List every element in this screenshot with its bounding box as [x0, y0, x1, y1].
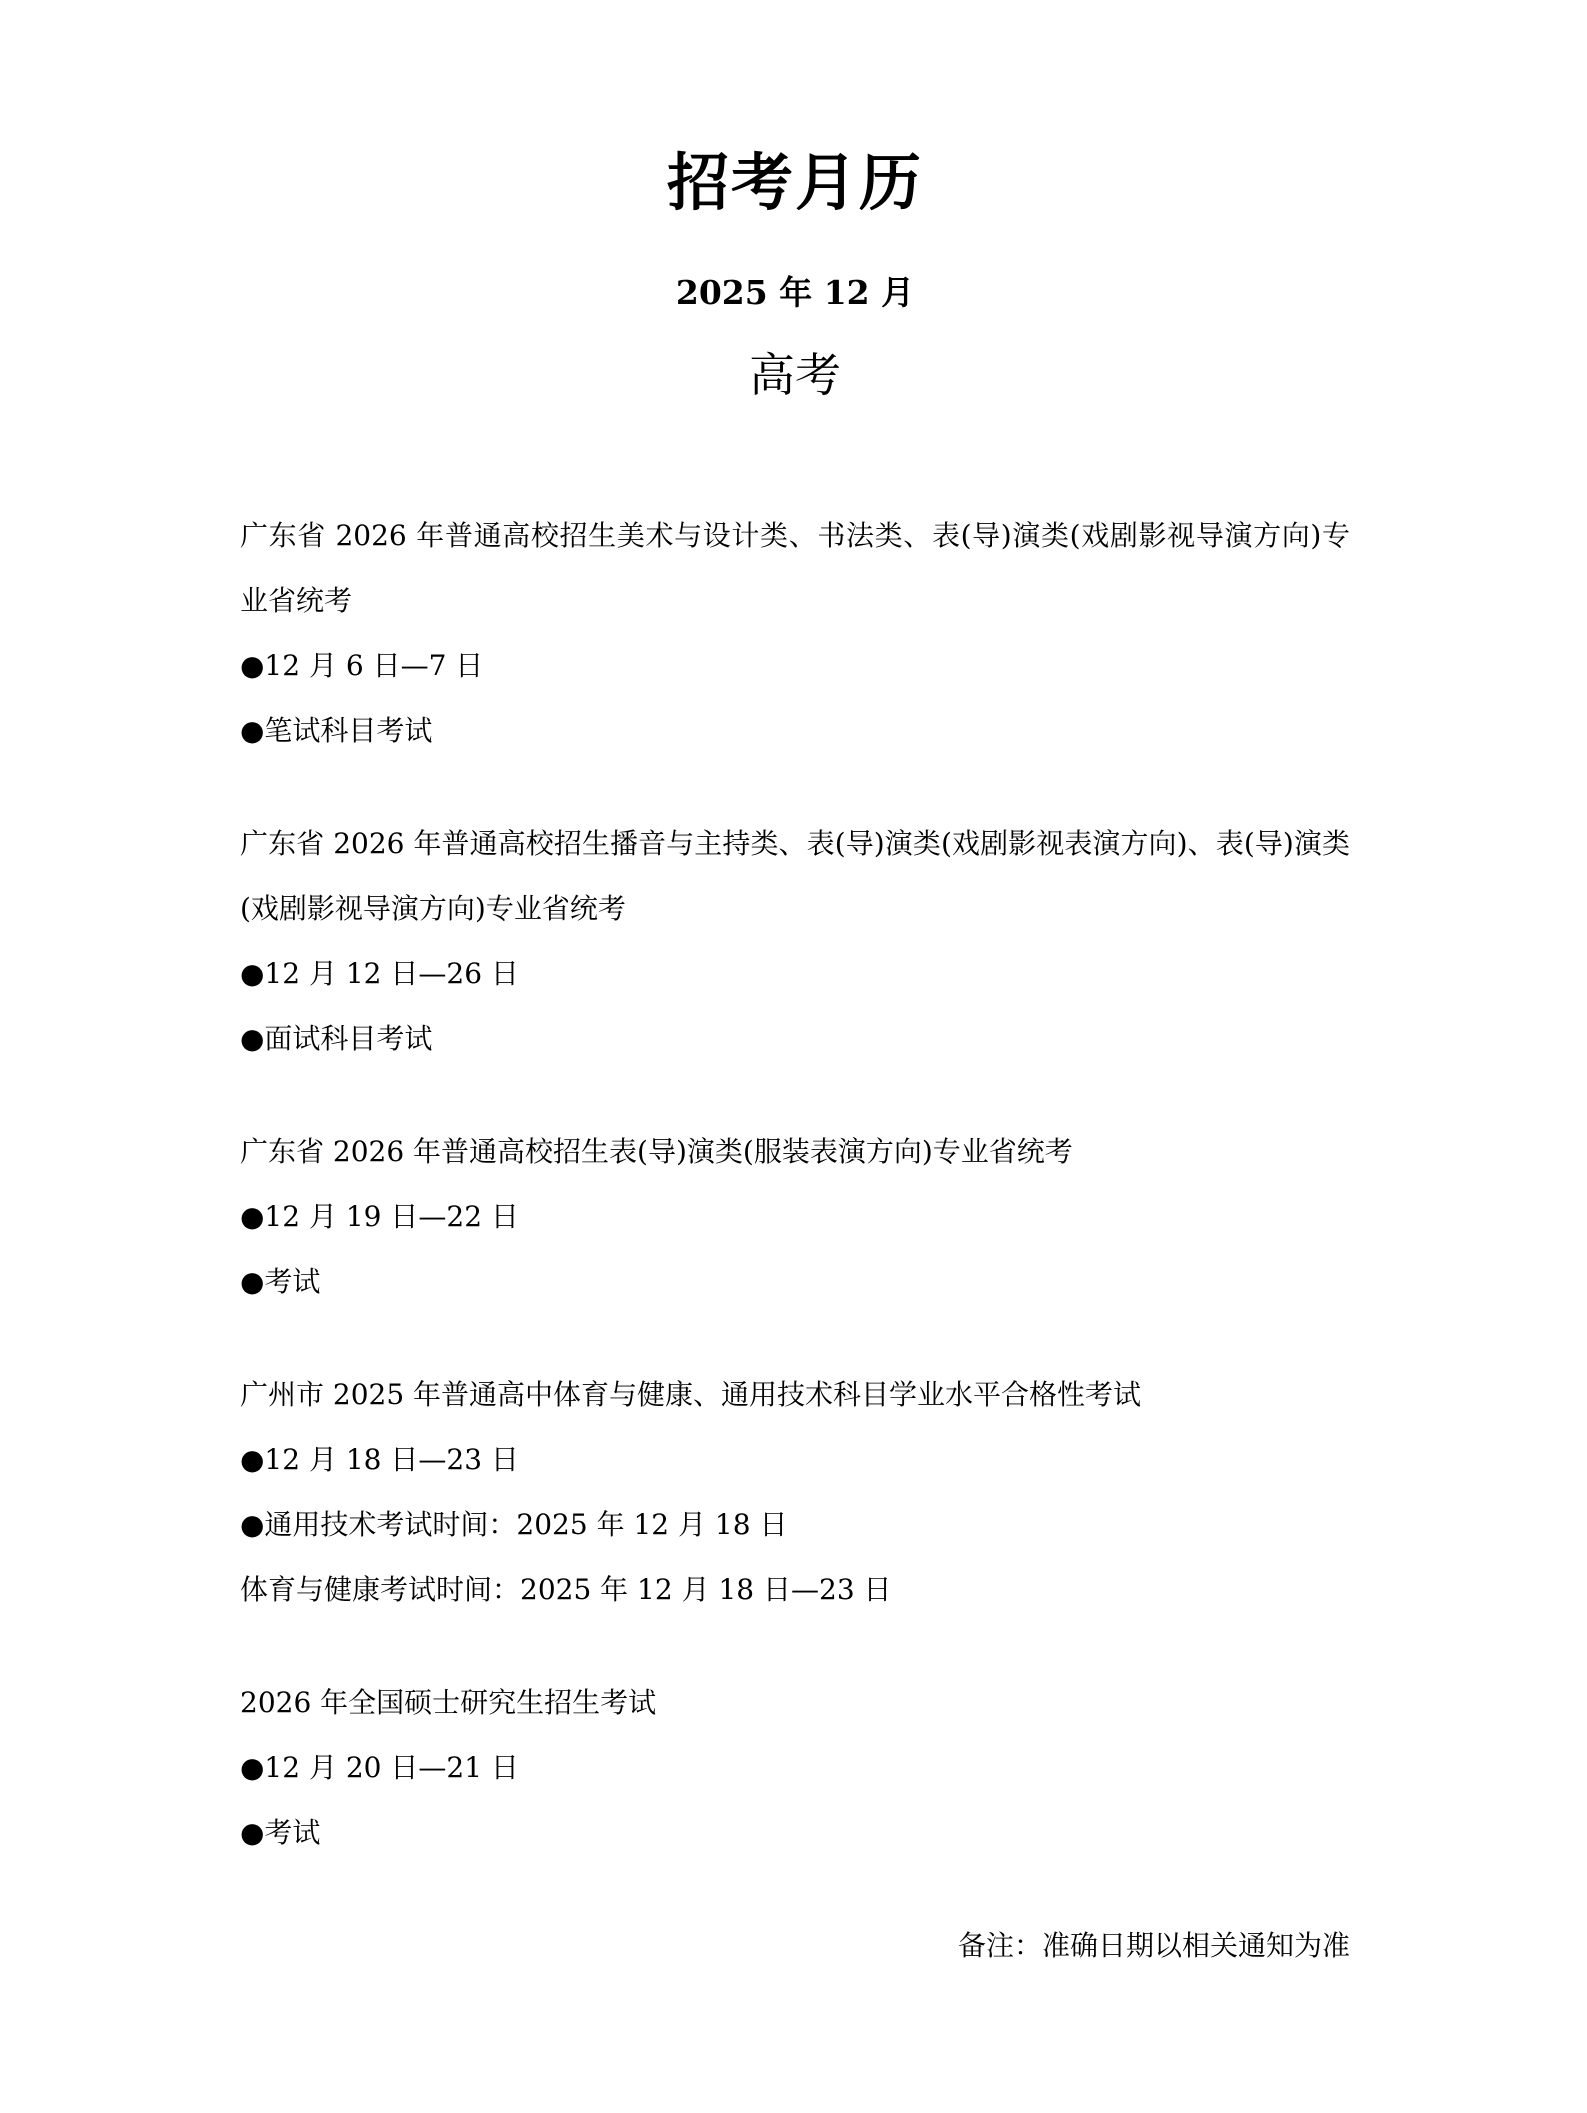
section-item-detail: ●通用技术考试时间：2025 年 12 月 18 日	[240, 1508, 788, 1541]
section-item-detail: ●考试	[240, 1816, 321, 1849]
exam-section	[240, 1670, 1350, 1865]
section-heading: 广东省 2026 年普通高校招生美术与设计类、书法类、表(导)演类(戏剧影视导演方向)专业省统考	[240, 519, 1350, 617]
section-item-detail: ●笔试科目考试	[240, 714, 433, 747]
section-item-dates: ●12 月 20 日—21 日	[240, 1751, 519, 1784]
footer-note: 备注：准确日期以相关通知为准	[957, 1929, 1350, 1962]
section-heading: 广东省 2026 年普通高校招生表(导)演类(服装表演方向)专业省统考	[240, 1135, 1073, 1168]
section-item-dates: ●12 月 18 日—23 日	[240, 1443, 519, 1476]
section-item-dates: ●12 月 6 日—7 日	[240, 649, 484, 682]
exam-section	[240, 1119, 1350, 1314]
exam-section	[240, 1362, 1350, 1622]
page-title: 招考月历	[666, 146, 923, 219]
section-item-dates: ●12 月 12 日—26 日	[240, 957, 519, 990]
exam-section	[240, 503, 1350, 763]
section-item-detail: 体育与健康考试时间：2025 年 12 月 18 日—23 日	[240, 1573, 892, 1606]
section-heading: 广州市 2025 年普通高中体育与健康、通用技术科目学业水平合格性考试	[240, 1378, 1142, 1411]
page-category-gaokao: 高考	[749, 348, 841, 402]
page-subtitle-month: 2025 年 12 月	[675, 273, 915, 312]
section-item-detail: ●考试	[240, 1265, 321, 1298]
exam-section	[240, 811, 1350, 1071]
section-item-detail: ●面试科目考试	[240, 1022, 433, 1055]
section-heading: 2026 年全国硕士研究生招生考试	[240, 1686, 657, 1719]
section-heading: 广东省 2026 年普通高校招生播音与主持类、表(导)演类(戏剧影视表演方向)、表(导)演类(戏剧影视导演方向)专业省统考	[240, 827, 1350, 925]
document-body	[240, 503, 1350, 1978]
section-item-dates: ●12 月 19 日—22 日	[240, 1200, 519, 1233]
